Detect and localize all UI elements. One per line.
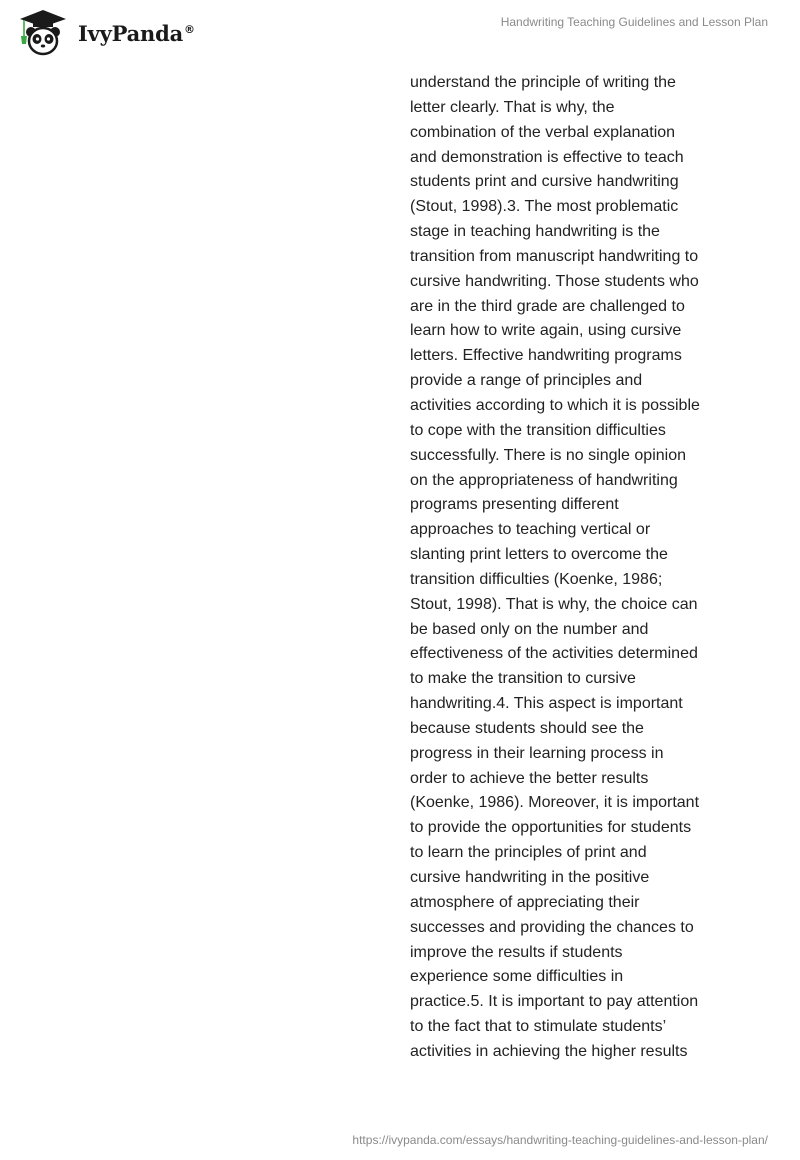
body-line: approaches to teaching vertical or — [410, 521, 651, 539]
body-line: programs presenting different — [410, 496, 619, 514]
body-line: transition from manuscript handwriting to — [410, 247, 699, 265]
body-line: letters. Effective handwriting programs — [410, 347, 682, 365]
body-line: atmosphere of appreciating their — [410, 893, 640, 911]
essay-body-text — [410, 71, 720, 1065]
body-line: learn how to write again, using cursive — [410, 322, 682, 340]
body-line: successes and providing the chances to — [410, 918, 694, 936]
registered-mark: ® — [184, 22, 195, 36]
body-line: successfully. There is no single opinion — [410, 446, 686, 464]
body-line: to the fact that to stimulate students’ — [410, 1018, 667, 1036]
body-line: experience some difficulties in — [410, 968, 624, 986]
body-line: (Stout, 1998).3. The most problematic — [410, 198, 679, 216]
body-line: to provide the opportunities for students — [410, 819, 692, 837]
body-line: be based only on the number and — [410, 620, 649, 638]
body-line: cursive handwriting. Those students who — [410, 272, 699, 290]
panda-graduate-logo-icon — [14, 8, 72, 58]
body-line: activities in achieving the higher results — [410, 1042, 688, 1060]
body-line: on the appropriateness of handwriting — [410, 471, 678, 489]
body-line: because students should see the — [410, 719, 644, 737]
body-line: practice.5. It is important to pay attention — [410, 993, 699, 1011]
body-line: (Koenke, 1986). Moreover, it is important — [410, 794, 700, 812]
body-line: understand the principle of writing the — [410, 74, 676, 91]
body-line: to make the transition to cursive — [410, 670, 636, 688]
body-line: provide a range of principles and — [410, 372, 643, 390]
body-line: combination of the verbal explanation — [410, 123, 676, 141]
body-line: students print and cursive handwriting — [410, 173, 679, 191]
page-header — [0, 0, 800, 60]
body-line: cursive handwriting in the positive — [410, 869, 650, 886]
body-line: progress in their learning process in — [410, 744, 664, 762]
body-line: Stout, 1998). That is why, the choice can — [410, 595, 698, 613]
source-url[interactable]: https://ivypanda.com/essays/handwriting-teaching-guidelines-and-lesson-plan/ — [352, 1133, 768, 1147]
body-line: letter clearly. That is why, the — [410, 98, 615, 116]
body-line: to cope with the transition difficulties — [410, 421, 666, 439]
body-line: activities according to which it is possible — [410, 396, 700, 414]
body-line: slanting print letters to overcome the — [410, 546, 668, 564]
body-line: are in the third grade are challenged to — [410, 297, 685, 315]
document-title: Handwriting Teaching Guidelines and Lesson Plan — [500, 15, 768, 29]
body-line: handwriting.4. This aspect is important — [410, 695, 683, 713]
body-line: and demonstration is effective to teach — [410, 148, 684, 166]
body-line: effectiveness of the activities determined — [410, 645, 698, 663]
body-line: transition difficulties (Koenke, 1986; — [410, 570, 663, 588]
body-line: stage in teaching handwriting is the — [410, 223, 660, 241]
logo-wordmark: IvyPanda® — [78, 20, 195, 46]
body-line: order to achieve the better results — [410, 769, 649, 787]
ivypanda-logo[interactable] — [14, 8, 195, 58]
body-line: improve the results if students — [410, 943, 623, 961]
body-line: to learn the principles of print and — [410, 844, 647, 862]
